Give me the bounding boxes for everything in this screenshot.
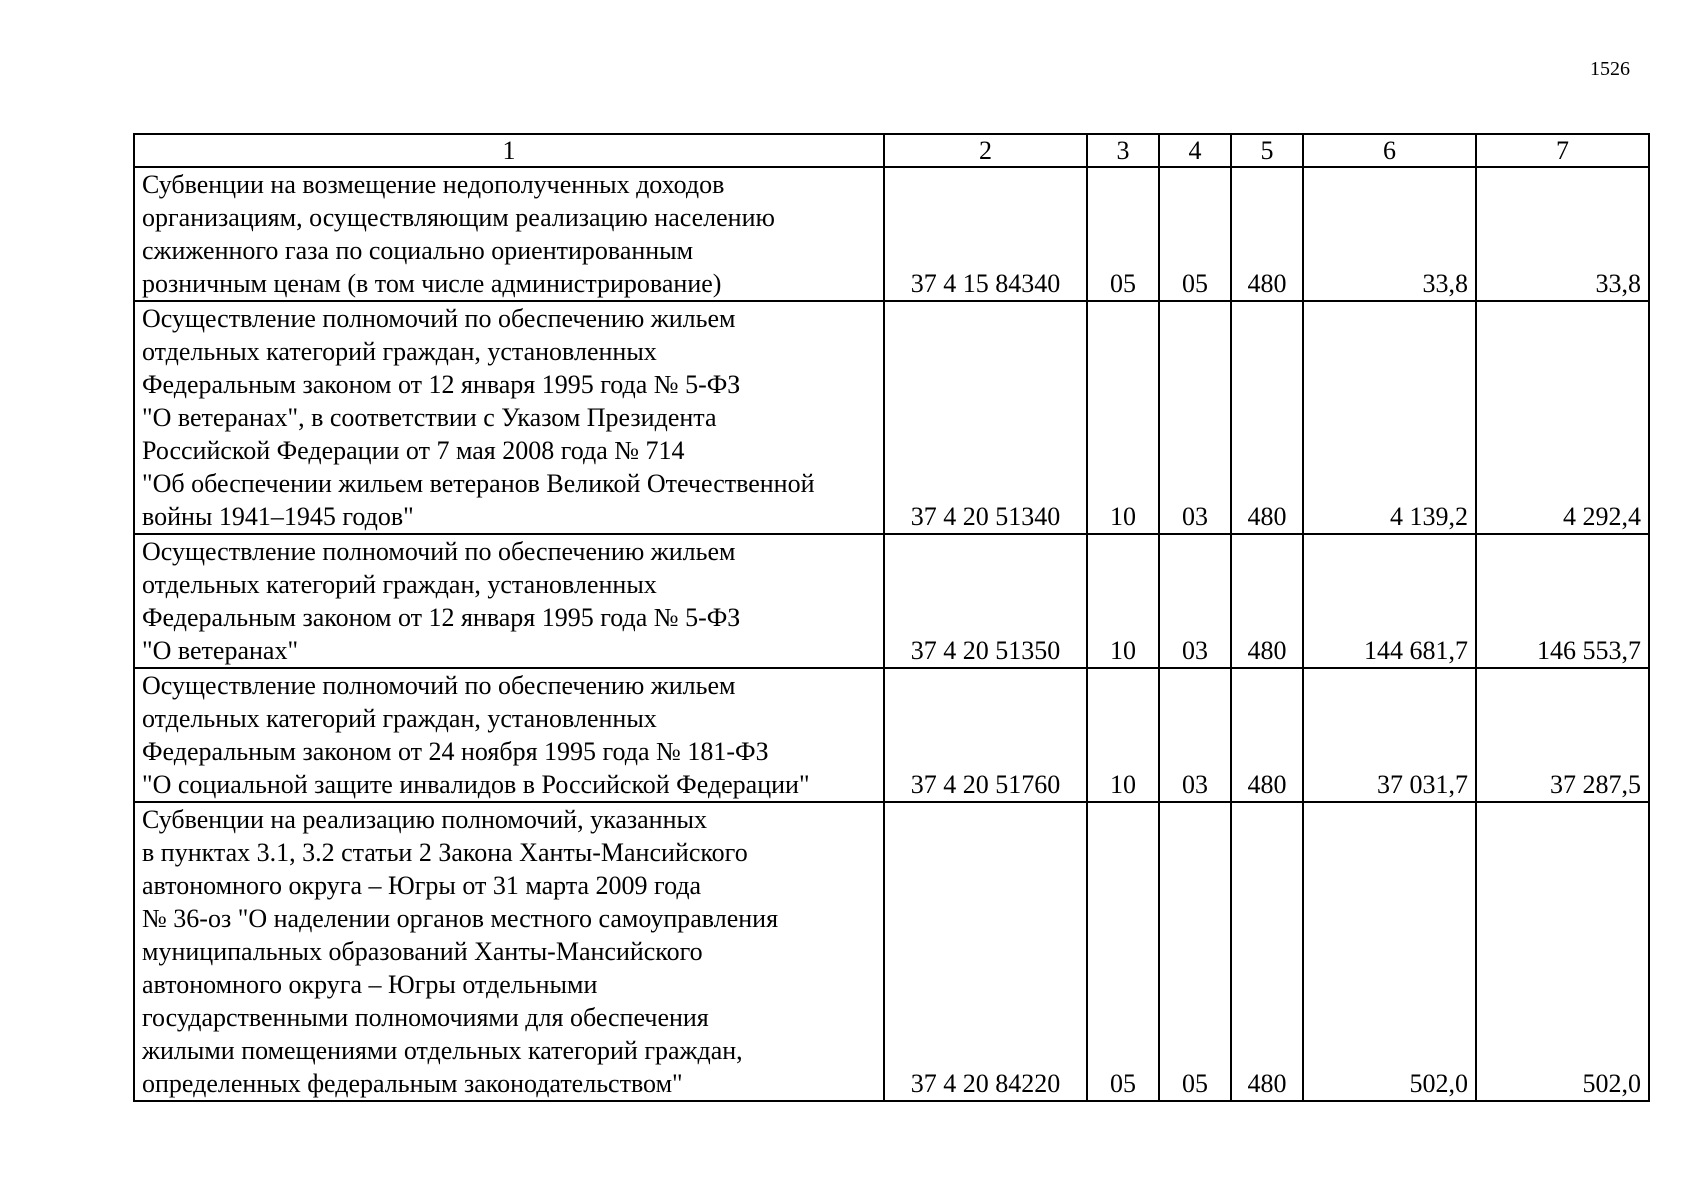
table-row: [134, 802, 1649, 1101]
row-subsection: 05: [1159, 167, 1231, 301]
row-amount-2: 502,0: [1476, 802, 1649, 1101]
table-row: [134, 534, 1649, 668]
column-header: 6: [1303, 134, 1476, 167]
column-header: 7: [1476, 134, 1649, 167]
row-subsection: 05: [1159, 802, 1231, 1101]
column-header: 5: [1231, 134, 1303, 167]
row-code: 37 4 20 51760: [884, 668, 1087, 802]
row-code: 37 4 20 84220: [884, 802, 1087, 1101]
table-row: [134, 167, 1649, 301]
table-header-row: [134, 134, 1649, 167]
row-amount-1: 4 139,2: [1303, 301, 1476, 534]
row-amount-2: 4 292,4: [1476, 301, 1649, 534]
row-description: Субвенции на возмещение недополученных доходов организациям, осуществляющим реализацию населению сжиженного газа по социально ориентированным розничным ценам (в том числе администрирование): [134, 167, 884, 301]
row-amount-1: 502,0: [1303, 802, 1476, 1101]
row-description: Осуществление полномочий по обеспечению жильем отдельных категорий граждан, установленных Федеральным законом от 12 января 1995 года № 5-ФЗ "О ветеранах", в соответствии с Указом Президента Российской Федерации от 7 мая 2008 года № 714 "Об обеспечении жильем ветеранов Великой Отечественной войны 1941–1945 годов": [134, 301, 884, 534]
column-header: 4: [1159, 134, 1231, 167]
row-section: 10: [1087, 534, 1159, 668]
column-header: 3: [1087, 134, 1159, 167]
row-amount-2: 33,8: [1476, 167, 1649, 301]
row-code: 37 4 20 51350: [884, 534, 1087, 668]
row-description: Осуществление полномочий по обеспечению жильем отдельных категорий граждан, установленных Федеральным законом от 24 ноября 1995 года № 181-ФЗ "О социальной защите инвалидов в Российской Федерации": [134, 668, 884, 802]
budget-table: [133, 133, 1650, 1102]
row-description: Осуществление полномочий по обеспечению жильем отдельных категорий граждан, установленных Федеральным законом от 12 января 1995 года № 5-ФЗ "О ветеранах": [134, 534, 884, 668]
row-subsection: 03: [1159, 668, 1231, 802]
row-amount-1: 144 681,7: [1303, 534, 1476, 668]
row-expense-type: 480: [1231, 167, 1303, 301]
row-amount-2: 146 553,7: [1476, 534, 1649, 668]
row-expense-type: 480: [1231, 534, 1303, 668]
row-code: 37 4 20 51340: [884, 301, 1087, 534]
table-row: [134, 668, 1649, 802]
row-section: 10: [1087, 301, 1159, 534]
row-amount-2: 37 287,5: [1476, 668, 1649, 802]
row-amount-1: 33,8: [1303, 167, 1476, 301]
column-header: 1: [134, 134, 884, 167]
row-expense-type: 480: [1231, 301, 1303, 534]
row-expense-type: 480: [1231, 802, 1303, 1101]
row-section: 05: [1087, 802, 1159, 1101]
row-subsection: 03: [1159, 534, 1231, 668]
row-code: 37 4 15 84340: [884, 167, 1087, 301]
column-header: 2: [884, 134, 1087, 167]
row-amount-1: 37 031,7: [1303, 668, 1476, 802]
row-expense-type: 480: [1231, 668, 1303, 802]
row-section: 10: [1087, 668, 1159, 802]
row-section: 05: [1087, 167, 1159, 301]
page-number: 1526: [1590, 58, 1630, 80]
row-subsection: 03: [1159, 301, 1231, 534]
row-description: Субвенции на реализацию полномочий, указанных в пунктах 3.1, 3.2 статьи 2 Закона Ханты-Мансийского автономного округа – Югры от 31 марта 2009 года № 36-оз "О наделении органов местного самоуправления муниципальных образований Ханты-Мансийского автономного округа – Югры отдельными государственными полномочиями для обеспечения жилыми помещениями отдельных категорий граждан, определенных федеральным законодательством": [134, 802, 884, 1101]
table-row: [134, 301, 1649, 534]
